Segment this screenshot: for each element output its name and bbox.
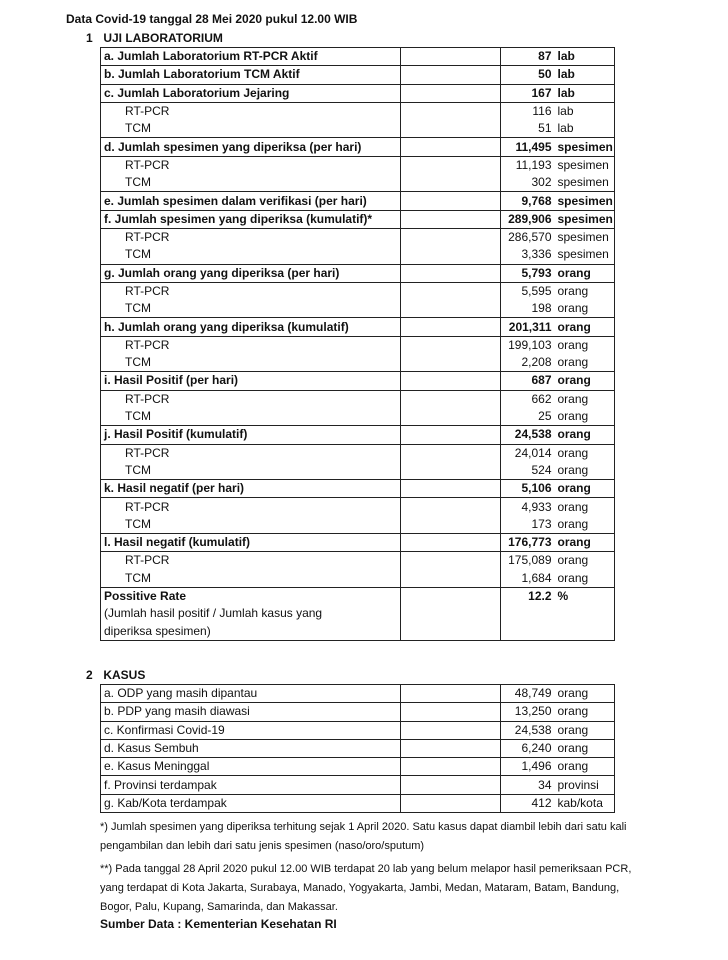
table-row [101,570,615,588]
row-unit: spesimen [555,228,615,246]
row-label: e. Jumlah spesimen dalam verifikasi (per hari) [101,192,401,210]
row-value: 173 [501,516,555,534]
laboratory-table [100,47,615,641]
row-value: 201,311 [501,318,555,336]
row-unit: spesimen [555,156,615,174]
row-value: 175,089 [501,552,555,570]
table-row [101,210,615,228]
positive-rate-label: Possitive Rate [101,587,401,605]
positive-rate-row [101,587,615,605]
row-label: TCM [101,246,401,264]
table-row [101,758,615,776]
row-spacer [401,776,501,794]
section-1-number: 1 [86,31,93,45]
row-spacer [401,228,501,246]
row-spacer [401,264,501,282]
table-row [101,318,615,336]
table-row [101,156,615,174]
table-row [101,794,615,812]
table-row [101,739,615,757]
row-value: 3,336 [501,246,555,264]
row-spacer [401,498,501,516]
table-row [101,138,615,156]
row-unit: lab [555,84,615,102]
row-unit: orang [555,516,615,534]
table-row [101,120,615,138]
row-label: TCM [101,462,401,480]
row-label: j. Hasil Positif (kumulatif) [101,426,401,444]
row-label: b. PDP yang masih diawasi [101,703,401,721]
row-unit: spesimen [555,174,615,192]
row-unit: spesimen [555,246,615,264]
row-spacer [401,282,501,300]
row-label: g. Kab/Kota terdampak [101,794,401,812]
row-unit: orang [555,534,615,552]
row-value: 11,495 [501,138,555,156]
row-label: f. Provinsi terdampak [101,776,401,794]
row-spacer [401,570,501,588]
row-spacer [401,623,501,641]
footnote-specimen: *) Jumlah spesimen yang diperiksa terhitung sejak 1 April 2020. Satu kasus dapat diambil lebih dari satu kali pengambilan dan lebih dari satu jenis spesimen (naso/oro/sputum) [100,821,627,852]
row-value: 412 [501,794,555,812]
row-spacer [401,480,501,498]
row-value: 9,768 [501,192,555,210]
table-row [101,372,615,390]
row-label: e. Kasus Meninggal [101,758,401,776]
row-value: 13,250 [501,703,555,721]
row-unit: lab [555,48,615,66]
row-value: 4,933 [501,498,555,516]
table-row [101,390,615,408]
row-value: 87 [501,48,555,66]
row-label: c. Jumlah Laboratorium Jejaring [101,84,401,102]
row-unit: orang [555,552,615,570]
row-label: RT-PCR [101,282,401,300]
row-spacer [401,48,501,66]
row-spacer [401,587,501,605]
row-label: d. Kasus Sembuh [101,739,401,757]
row-value: 6,240 [501,739,555,757]
row-spacer [401,408,501,426]
table-row [101,84,615,102]
row-unit: orang [555,390,615,408]
row-spacer [401,534,501,552]
row-unit: lab [555,120,615,138]
table-row [101,516,615,534]
row-spacer [401,605,501,622]
row-label: l. Hasil negatif (kumulatif) [101,534,401,552]
cases-table [100,684,615,813]
table-row [101,282,615,300]
row-label: TCM [101,516,401,534]
row-label: b. Jumlah Laboratorium TCM Aktif [101,66,401,84]
row-label: i. Hasil Positif (per hari) [101,372,401,390]
row-spacer [401,758,501,776]
row-spacer [401,174,501,192]
positive-rate-note-row [101,605,615,622]
section-2-title: KASUS [103,668,146,682]
row-spacer [401,318,501,336]
row-spacer [401,685,501,703]
row-label: RT-PCR [101,336,401,354]
row-unit: orang [555,444,615,462]
section-2-heading [86,668,145,682]
table-row [101,354,615,372]
row-unit: orang [555,462,615,480]
row-label: c. Konfirmasi Covid-19 [101,721,401,739]
table-row [101,102,615,120]
row-label: RT-PCR [101,552,401,570]
row-value: 198 [501,300,555,318]
table-row [101,685,615,703]
row-unit: orang [555,354,615,372]
table-row [101,174,615,192]
row-spacer [401,516,501,534]
table-row [101,721,615,739]
row-spacer [401,552,501,570]
row-unit: orang [555,372,615,390]
table-row [101,776,615,794]
row-label: RT-PCR [101,228,401,246]
table-row [101,66,615,84]
row-label: d. Jumlah spesimen yang diperiksa (per hari) [101,138,401,156]
row-value: 50 [501,66,555,84]
row-spacer [401,336,501,354]
table-row [101,426,615,444]
row-spacer [401,703,501,721]
row-value: 1,684 [501,570,555,588]
row-label: k. Hasil negatif (per hari) [101,480,401,498]
row-spacer [401,794,501,812]
table-row [101,703,615,721]
row-unit: orang [555,480,615,498]
row-label: TCM [101,570,401,588]
table-row [101,444,615,462]
row-value: 24,538 [501,721,555,739]
row-spacer [401,739,501,757]
table-row [101,300,615,318]
row-unit: orang [555,336,615,354]
row-unit: orang [555,264,615,282]
row-value: 286,570 [501,228,555,246]
row-spacer [501,623,615,641]
row-spacer [401,300,501,318]
row-label: TCM [101,354,401,372]
row-label: RT-PCR [101,444,401,462]
row-spacer [401,462,501,480]
document-title: Data Covid-19 tanggal 28 Mei 2020 pukul 12.00 WIB [66,12,358,26]
row-unit: orang [555,282,615,300]
footnote-unreported-labs: **) Pada tanggal 28 April 2020 pukul 12.00 WIB terdapat 20 lab yang belum melapor hasil pemeriksaan PCR, yang terdapat di Kota Jakarta, Surabaya, Manado, Yogyakarta, Jambi, Medan, Mataram, Batam, Bandung, Bogor, Palu, Kupang, Samarinda, dan Makassar. [100,863,632,913]
row-spacer [401,721,501,739]
row-unit: kab/kota [555,794,615,812]
data-source: Sumber Data : Kementerian Kesehatan RI [100,917,337,931]
row-label: TCM [101,174,401,192]
row-unit: orang [555,300,615,318]
row-value: 5,106 [501,480,555,498]
row-label: g. Jumlah orang yang diperiksa (per hari) [101,264,401,282]
row-unit: orang [555,758,615,776]
row-spacer [401,120,501,138]
row-unit: orang [555,498,615,516]
row-spacer [401,354,501,372]
row-value: 116 [501,102,555,120]
row-value: 199,103 [501,336,555,354]
row-spacer [401,210,501,228]
row-unit: orang [555,408,615,426]
section-1-heading [86,31,223,45]
section-2-number: 2 [86,668,93,682]
table-row [101,408,615,426]
row-unit: orang [555,685,615,703]
row-value: 24,014 [501,444,555,462]
row-value: 11,193 [501,156,555,174]
table-row [101,498,615,516]
section-1-title: UJI LABORATORIUM [103,31,223,45]
row-unit: orang [555,426,615,444]
row-unit: lab [555,102,615,120]
row-unit: orang [555,570,615,588]
row-value: 25 [501,408,555,426]
positive-rate-note: (Jumlah hasil positif / Jumlah kasus yang [101,605,401,622]
row-unit: orang [555,739,615,757]
row-unit: spesimen [555,192,615,210]
row-unit: lab [555,66,615,84]
table-row [101,228,615,246]
row-value: 524 [501,462,555,480]
row-value: 34 [501,776,555,794]
row-value: 48,749 [501,685,555,703]
row-label: RT-PCR [101,390,401,408]
row-label: h. Jumlah orang yang diperiksa (kumulatif) [101,318,401,336]
row-value: 176,773 [501,534,555,552]
row-value: 289,906 [501,210,555,228]
row-unit: orang [555,703,615,721]
row-label: RT-PCR [101,156,401,174]
row-value: 5,595 [501,282,555,300]
row-value: 687 [501,372,555,390]
table-row [101,552,615,570]
table-row [101,264,615,282]
row-label: RT-PCR [101,102,401,120]
row-value: 167 [501,84,555,102]
row-spacer [401,66,501,84]
table-row [101,192,615,210]
row-spacer [401,372,501,390]
row-value: 1,496 [501,758,555,776]
positive-rate-note: diperiksa spesimen) [101,623,401,641]
row-spacer [401,156,501,174]
row-spacer [401,426,501,444]
table-row [101,336,615,354]
table-row [101,480,615,498]
row-spacer [401,102,501,120]
row-spacer [401,390,501,408]
positive-rate-unit: % [555,587,615,605]
row-unit: orang [555,318,615,336]
row-spacer [401,192,501,210]
row-value: 24,538 [501,426,555,444]
row-unit: spesimen [555,210,615,228]
table-row [101,48,615,66]
row-label: TCM [101,408,401,426]
row-value: 302 [501,174,555,192]
row-value: 5,793 [501,264,555,282]
row-spacer [501,605,615,622]
row-value: 2,208 [501,354,555,372]
row-unit: orang [555,721,615,739]
row-spacer [401,444,501,462]
positive-rate-value: 12.2 [501,587,555,605]
row-label: a. ODP yang masih dipantau [101,685,401,703]
table-row [101,534,615,552]
row-label: TCM [101,300,401,318]
row-label: TCM [101,120,401,138]
row-spacer [401,84,501,102]
positive-rate-note-row [101,623,615,641]
row-unit: spesimen [555,138,615,156]
row-label: f. Jumlah spesimen yang diperiksa (kumulatif)* [101,210,401,228]
table-row [101,462,615,480]
row-value: 662 [501,390,555,408]
row-label: RT-PCR [101,498,401,516]
row-spacer [401,138,501,156]
row-unit: provinsi [555,776,615,794]
row-label: a. Jumlah Laboratorium RT-PCR Aktif [101,48,401,66]
table-row [101,246,615,264]
row-spacer [401,246,501,264]
row-value: 51 [501,120,555,138]
